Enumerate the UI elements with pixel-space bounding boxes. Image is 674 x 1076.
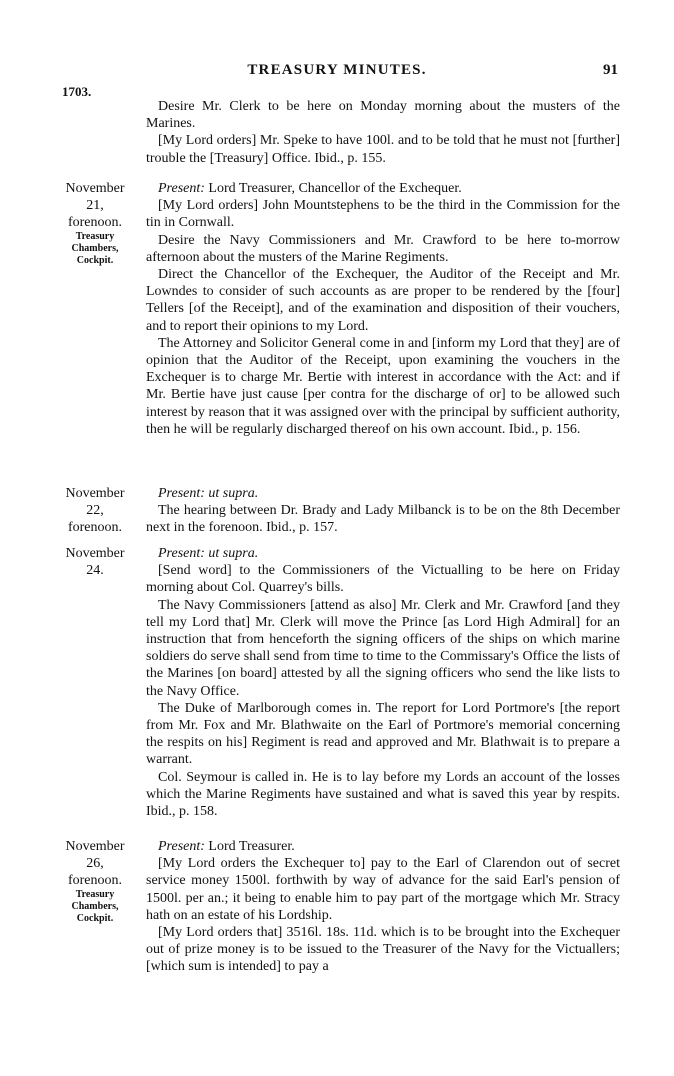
paragraph: Direct the Chancellor of the Exchequer, the Auditor of the Receipt and Mr. Lowndes to consider of such accounts as are proper to be rendered by the [four] Tellers [of the Receipt], and of the examination and disposition of their vouchers, and to report their opinions to my Lord.: [146, 267, 620, 334]
entry-text: [146, 485, 620, 537]
year-marker: 1703.: [62, 84, 92, 99]
entry-text: [146, 545, 620, 820]
present-list: Lord Treasurer, Chancellor of the Exchequer.: [204, 181, 462, 196]
place-line: Cockpit.: [76, 913, 114, 924]
page-number: 91: [603, 62, 618, 78]
date-line: November: [65, 181, 125, 196]
place-line: Cockpit.: [76, 255, 114, 266]
present-list: Lord Treasurer.: [204, 839, 295, 854]
date-line: forenoon.: [67, 873, 123, 888]
paragraph: [My Lord orders that] 3516l. 18s. 11d. which is to be brought into the Exchequer out of prize money is to be issued to the Treasurer of the Navy for the Victuallers; [which sum is intended] to pay a: [146, 925, 620, 975]
present-label: Present:: [158, 546, 205, 561]
present-list: ut supra.: [204, 546, 259, 561]
page-header: [0, 62, 674, 86]
entry-text: [146, 98, 620, 167]
paragraph: [My Lord orders] John Mountstephens to be the third in the Commission for the tin in Cornwall.: [146, 198, 620, 231]
entry-text: [146, 838, 620, 976]
entry-text: [146, 180, 620, 438]
date-line: 22,: [86, 503, 104, 518]
place-line: Treasury: [75, 231, 115, 242]
paragraph: The Attorney and Solicitor General come in and [inform my Lord that they] are of opinion that the Auditor of the Receipt, upon examining the vouchers in the Exchequer is to charge Mr. Bertie with interest in accordance with the Act: and if Mr. Bertie have just cause [per contra for the discharge of or] to be allowed such interest by reason that it was assigned over with the principal by sufficient authority, then he will be regularly discharged thereof on his own account. Ibid., p. 156.: [146, 335, 620, 437]
paragraph: Col. Seymour is called in. He is to lay before my Lords an account of the losses which the Marine Regiments have sustained and what is saved this year by respits. Ibid., p. 158.: [146, 769, 620, 820]
date-line: November: [65, 839, 125, 854]
present-label: Present:: [158, 181, 205, 196]
place-line: Chambers,: [71, 243, 119, 254]
date-margin: [55, 485, 135, 536]
date-line: November: [65, 546, 125, 561]
date-line: forenoon.: [67, 215, 123, 230]
present-label: Present:: [158, 839, 205, 854]
running-title: TREASURY MINUTES.: [247, 62, 427, 78]
paragraph: The Duke of Marlborough comes in. The report for Lord Portmore's [the report from Mr. Fox and Mr. Blathwaite on the Earl of Portmore's memorial concerning the respits on his] Regiment is read and approved and Mr. Blathwait is to prepare a warrant.: [146, 700, 620, 768]
paragraph: Desire the Navy Commissioners and Mr. Crawford to be here to-morrow afternoon about the musters of the Marine Regiments.: [146, 232, 620, 265]
date-margin: [55, 545, 135, 579]
paragraph: [Send word] to the Commissioners of the Victualling to be here on Friday morning about Col. Quarrey's bills.: [146, 563, 620, 596]
date-line: 26,: [86, 856, 104, 871]
paragraph: The hearing between Dr. Brady and Lady Milbanck is to be on the 8th December next in the forenoon. Ibid., p. 157.: [146, 503, 620, 536]
paragraph: [My Lord orders] Mr. Speke to have 100l. and to be told that he must not [further] trouble the [Treasury] Office. Ibid., p. 155.: [146, 133, 620, 166]
present-list: ut supra.: [204, 486, 259, 501]
present-label: Present:: [158, 486, 205, 501]
date-margin: [55, 838, 135, 925]
date-line: 24.: [86, 563, 104, 578]
paragraph: Desire Mr. Clerk to be here on Monday morning about the musters of the Marines.: [146, 99, 620, 132]
paragraph: [My Lord orders the Exchequer to] pay to the Earl of Clarendon out of secret service money 1500l. forthwith by way of advance for the said Earl's pension of 1500l. per an.; it being to enable him to pay part of the mortgage which Mr. Stracy hath on an estate of his Lordship.: [146, 856, 620, 923]
paragraph: The Navy Commissioners [attend as also] Mr. Clerk and Mr. Crawford [and they tell my Lord that] Mr. Clerk will move the Prince [as Lord High Admiral] for an instruction that from henceforth the signing officers of the ships on which marine soldiers do serve shall send from time to time to the Commissary's Office the lists of the Marines [on board] attested by all the signing officers who send the like lists to the Navy Office.: [146, 597, 620, 699]
date-margin: [55, 180, 135, 267]
date-line: November: [65, 486, 125, 501]
date-line: 21,: [86, 198, 104, 213]
date-line: forenoon.: [67, 520, 123, 535]
place-line: Treasury: [75, 889, 115, 900]
place-line: Chambers,: [71, 901, 119, 912]
